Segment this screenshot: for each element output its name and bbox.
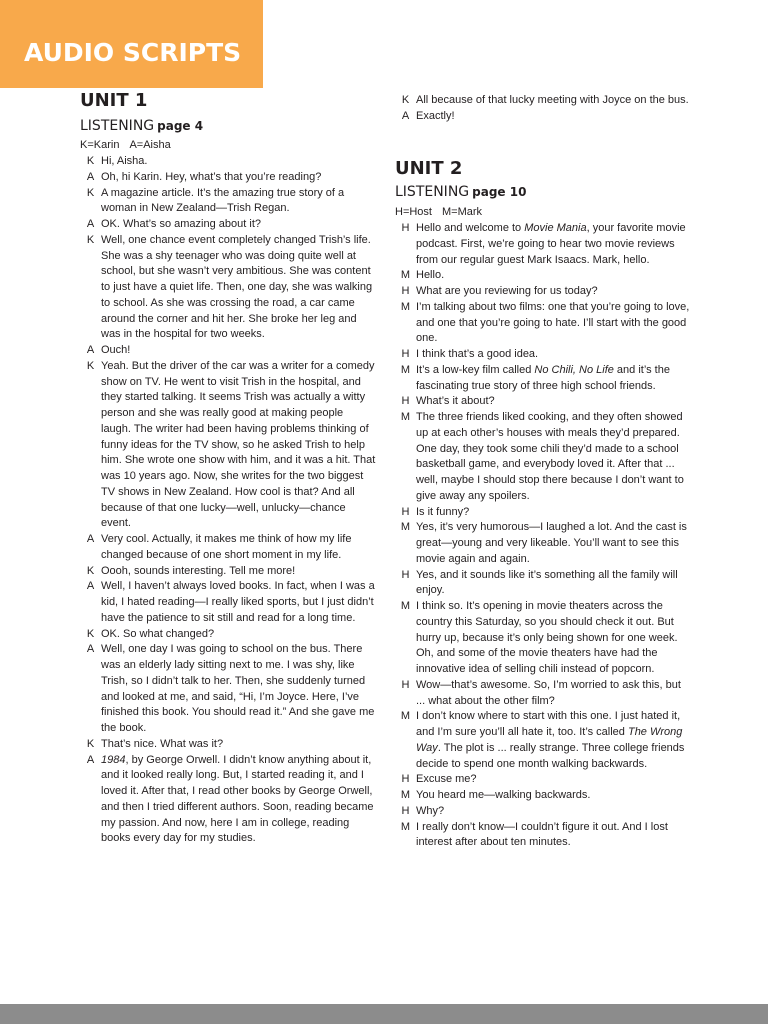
dialog-line <box>80 186 376 218</box>
dialog-text: That’s nice. What was it? <box>101 737 224 750</box>
speaker-initial: M <box>400 820 411 833</box>
speaker-initial: K <box>86 359 95 372</box>
dialog-line <box>395 788 690 804</box>
speaker-initial: K <box>86 627 95 640</box>
speaker-initial: H <box>401 285 410 297</box>
dialog-text: I’m talking about two films: one that you’re going to love, and one that you’re going to hate. I’ll start with the good one. <box>416 300 690 345</box>
dialog-text: Well, one day I was going to school on the bus. There was an elderly lady sitting next to me. I was shy, like Trish, so I didn’t talk to her. Then, she suddenly turned and looked at me, and said, “Hi, I’m Joyce. Here, I’ve finished this book. You should read it.” And she gave me the book. <box>101 643 375 734</box>
dialog-text: I think so. It’s opening in movie theaters across the country this Saturday, so you should check it out. But hurry up, because it’s only being shown for one week. Oh, and some of the movie theaters have had the innovative idea of selling chili instead of popcorn. <box>416 600 678 675</box>
listening-label: LISTENING <box>395 184 470 200</box>
dialog-text: Excuse me? <box>416 773 477 786</box>
speaker-initial: K <box>86 233 95 246</box>
dialog-line <box>395 300 690 347</box>
dialog-text: I really don’t know—I couldn’t figure it out. And I lost interest after about ten minutes. <box>416 820 668 849</box>
speaker-initial: M <box>400 600 411 612</box>
unit1-listening-heading <box>80 118 203 134</box>
dialog-text: Yes, and it sounds like it’s something all the family will enjoy. <box>416 568 678 597</box>
dialog-text: Hello and welcome to Movie Mania, your favorite movie podcast. First, we’re going to hear two movie reviews from our regular guest Mark Isaacs. Mark, hello. <box>416 222 686 266</box>
speaker-initial: M <box>400 521 411 534</box>
speaker-initial: A <box>86 753 95 766</box>
dialog-line <box>80 154 376 170</box>
dialog-line <box>80 753 376 848</box>
speaker-initial: A <box>86 580 95 593</box>
dialog-text: I don’t know where to start with this one. I just hated it, and I’m sure you’ll all hate it, too. It’s called The Wrong Way. The plot is ... really strange. Three college friends decide to spend one month walking backwards. <box>416 710 685 770</box>
dialog-text: Yeah. But the driver of the car was a writer for a comedy show on TV. He went to visit Trish in the hospital, and they started talking. It seems Trish was actually a witty person and she was really good at making people laugh. The writer had been having problems thinking of funny ideas for the TV show, so he asked Trish to help him. She wrote one show with him, and it was a hit. That was 10 years ago. Now, she writes for the two biggest TV shows in New Zealand. How cool is that? And all because of that one lucky—well, unlucky—chance event. <box>101 359 376 530</box>
speaker-initial: K <box>86 155 95 167</box>
dialog-line <box>80 642 376 737</box>
listening-label: LISTENING <box>80 118 155 134</box>
dialog-text: You heard me—walking backwards. <box>416 789 591 801</box>
dialog-line <box>80 170 376 186</box>
speaker-initial: K <box>86 737 95 750</box>
dialog-line <box>395 347 690 363</box>
dialog-text: Yes, it’s very humorous—I laughed a lot. And the cast is great—young and very likeable. You’ll want to see this movie again and again. <box>416 521 687 565</box>
speaker-initial: H <box>401 348 410 360</box>
dialog-text: Is it funny? <box>416 505 470 518</box>
dialog-text: What are you reviewing for us today? <box>416 285 598 297</box>
dialog-line <box>80 359 376 532</box>
dialog-line <box>395 221 690 268</box>
dialog-line <box>395 93 690 109</box>
dialog-text: It’s a low-key film called No Chili, No Life and it’s the fascinating true story of three high school friends. <box>416 363 670 392</box>
speaker-initial: H <box>401 804 410 817</box>
speaker-key-karin: K=Karin <box>80 139 120 151</box>
speaker-initial: M <box>400 789 411 801</box>
page-reference: page 10 <box>472 185 527 199</box>
dialog-text: I think that’s a good idea. <box>416 348 539 360</box>
speaker-initial: K <box>86 186 95 199</box>
dialog-text: 1984, by George Orwell. I didn’t know anything about it, and it looked really long. But, I started reading it, and I loved it. After that, I read other books by George Orwell, and then I tried different authors. Soon, reading became my passion. And now, here I am in college, reading books every day for my studies. <box>101 753 374 845</box>
dialog-line <box>80 564 376 580</box>
speaker-initial: H <box>401 395 410 408</box>
speaker-initial: A <box>86 643 95 656</box>
dialog-text: Well, one chance event completely changed Trish’s life. She was a shy teenager who was doing quite well at school, but she wasn’t very ambitious. She was content to just have a quiet life. Then, one day, she was walking to school. As she was crossing the road, a car came around the corner and hit her. She broke her leg and was in the hospital for two weeks. <box>101 233 373 341</box>
dialog-text: Oh, hi Karin. Hey, what’s that you’re reading? <box>101 170 322 183</box>
dialog-line <box>395 394 690 410</box>
speaker-initial: M <box>400 269 411 282</box>
speaker-initial: H <box>401 222 410 234</box>
speaker-key-mark: M=Mark <box>442 206 483 218</box>
dialog-text: What’s it about? <box>416 395 495 408</box>
dialog-text: OK. So what changed? <box>101 627 215 640</box>
dialog-line <box>80 737 376 753</box>
dialog-line <box>80 343 376 359</box>
dialog-line <box>395 804 690 820</box>
dialog-text: Wow—that’s awesome. So, I’m worried to ask this, but ... what about the other film? <box>416 678 681 707</box>
speaker-initial: A <box>401 109 410 122</box>
dialog-line <box>80 233 376 343</box>
dialog-line <box>395 109 690 125</box>
dialog-text: All because of that lucky meeting with Joyce on the bus. <box>416 94 689 106</box>
speaker-key-host: H=Host <box>395 206 432 218</box>
dialog-text: Well, I haven’t always loved books. In fact, when I was a kid, I hated reading—I really liked sports, but I just didn’t have the patience to sit still and read for a long time. <box>101 580 375 624</box>
speaker-initial: H <box>401 568 410 581</box>
dialog-line <box>80 627 376 643</box>
dialog-text: A magazine article. It’s the amazing true story of a woman in New Zealand—Trish Regan. <box>101 186 345 215</box>
dialog-text: Exactly! <box>416 109 455 122</box>
dialog-line <box>395 284 690 300</box>
unit2-speaker-key <box>395 206 482 218</box>
dialog-line <box>80 217 376 233</box>
page-reference: page 4 <box>157 119 204 133</box>
unit1-speaker-key <box>80 139 171 151</box>
speaker-initial: H <box>401 678 410 691</box>
unit1-dialog <box>80 154 376 847</box>
dialog-text: Ouch! <box>101 344 131 356</box>
speaker-initial: A <box>86 344 95 356</box>
dialog-text: Oooh, sounds interesting. Tell me more! <box>101 564 296 577</box>
footer-bar <box>0 1004 768 1024</box>
dialog-text: Hello. <box>416 269 445 282</box>
speaker-initial: A <box>86 218 95 230</box>
dialog-text: Very cool. Actually, it makes me think of how my life changed because of one short moment in my life. <box>101 533 352 561</box>
speaker-initial: K <box>401 94 410 106</box>
unit2-listening-heading <box>395 184 526 200</box>
dialog-line <box>395 363 690 395</box>
dialog-line <box>395 772 690 788</box>
dialog-line <box>395 268 690 284</box>
speaker-initial: M <box>400 411 411 423</box>
dialog-line <box>395 410 690 505</box>
dialog-line <box>395 505 690 521</box>
dialog-line <box>395 520 690 567</box>
dialog-text: OK. What’s so amazing about it? <box>101 218 261 230</box>
dialog-line <box>395 820 690 852</box>
dialog-text: Why? <box>416 804 445 817</box>
speaker-initial: M <box>400 363 411 376</box>
unit1-heading: UNIT 1 <box>80 90 148 111</box>
dialog-text: The three friends liked cooking, and they often showed up at each other’s houses with meals they’d prepared. One day, they took some chili they’d made to a school basketball game, and everybody loved it. After that ... well, maybe I should stop there because I don’t want to give away any spoilers. <box>416 411 684 502</box>
speaker-initial: H <box>401 505 410 518</box>
speaker-initial: A <box>86 533 95 545</box>
dialog-line <box>395 568 690 600</box>
speaker-initial: M <box>400 300 411 313</box>
speaker-initial: M <box>400 710 411 723</box>
unit2-heading: UNIT 2 <box>395 158 463 179</box>
speaker-key-aisha: A=Aisha <box>129 139 171 151</box>
page-title: AUDIO SCRIPTS <box>24 38 242 67</box>
unit1-dialog-continued <box>395 93 690 125</box>
dialog-text: Hi, Aisha. <box>101 155 148 167</box>
speaker-initial: H <box>401 773 410 786</box>
dialog-line <box>395 599 690 678</box>
dialog-line <box>395 709 690 772</box>
header-banner <box>0 0 263 88</box>
speaker-initial: K <box>86 564 95 577</box>
dialog-line <box>80 532 376 564</box>
dialog-line <box>80 579 376 626</box>
unit2-dialog <box>395 221 690 851</box>
speaker-initial: A <box>86 170 95 183</box>
dialog-line <box>395 678 690 710</box>
